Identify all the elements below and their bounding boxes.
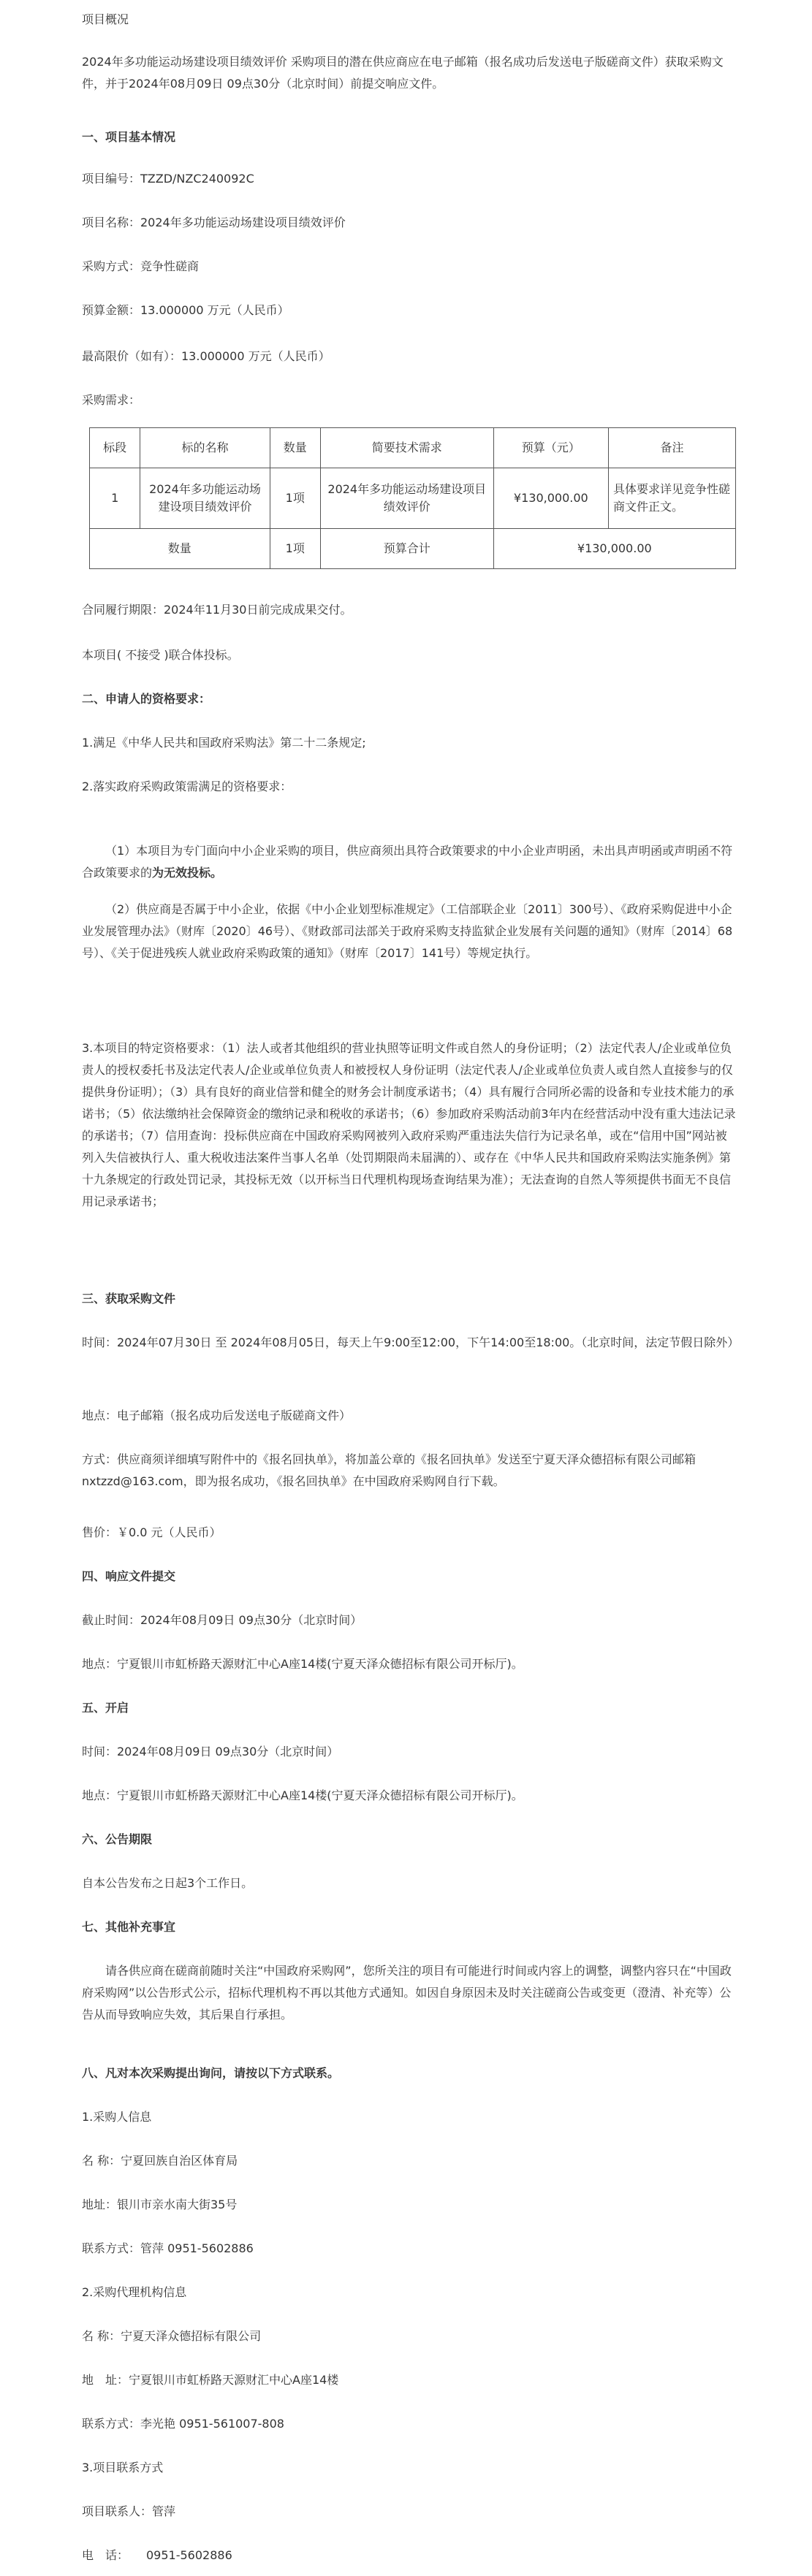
section-heading-notice-period: 六、公告期限	[82, 1832, 153, 1846]
summary-quantity-label: 数量	[90, 529, 270, 569]
table-summary-row	[90, 529, 736, 569]
table-cell-quantity: 1项	[270, 468, 320, 529]
obtain-method: 方式：供应商须详细填写附件中的《报名回执单》，将加盖公章的《报名回执单》发送至宁夏天泽众德招标有限公司邮箱nxtzzd@163.com，即为报名成功，《报名回执单》在中国政府采购网自行下载。	[82, 1452, 697, 1488]
agency-contact: 联系方式：李光艳 0951-561007-808	[82, 2417, 284, 2431]
qualification-item-2: 2.落实政府采购政策需满足的资格要求：	[82, 780, 292, 793]
notice-period-text: 自本公告发布之日起3个工作日。	[82, 1876, 254, 1890]
table-cell-remark: 具体要求详见竞争性磋商文件正文。	[609, 468, 736, 529]
requirement-table	[89, 427, 736, 569]
table-header-cell: 简要技术需求	[320, 428, 493, 468]
summary-quantity: 1项	[270, 529, 320, 569]
qualification-item-1: 1.满足《中华人民共和国政府采购法》第二十二条规定;	[82, 736, 366, 750]
table-header-cell: 标的名称	[140, 428, 270, 468]
table-header-row	[90, 428, 736, 468]
agency-info-title: 2.采购代理机构信息	[82, 2285, 187, 2299]
max-price: 最高限价（如有）：13.000000 万元（人民币）	[82, 349, 330, 363]
section-heading-contact: 八、凡对本次采购提出询问，请按以下方式联系。	[82, 2066, 340, 2080]
qualification-item-2-2: （2）供应商是否属于中小企业，依据《中小企业划型标准规定》（工信部联企业〔2011〕300号）、《政府采购促进中小企业发展管理办法》（财库〔2020〕46号）、《财政部司法部关于政府采购支持监狱企业发展有关问题的通知》（财库〔2014〕68号）、《关于促进残疾人就业政府采购政策的通知》（财库〔2017〕141号）等规定执行。	[82, 902, 733, 960]
submission-deadline: 截止时间：2024年08月09日 09点30分（北京时间）	[82, 1613, 363, 1627]
qualification-item-2-1-text: （1）本项目为专门面向中小企业采购的项目，供应商须出具符合政策要求的中小企业声明函，未出具声明函或声明函不符合政策要求的	[82, 844, 733, 880]
buyer-name: 名 称：宁夏回族自治区体育局	[82, 2154, 238, 2168]
section-heading-qualifications: 二、申请人的资格要求：	[82, 692, 211, 706]
project-name: 项目名称：2024年多功能运动场建设项目绩效评价	[82, 216, 346, 229]
invalid-bid-emphasis: 为无效投标。	[152, 866, 223, 880]
table-header-cell: 备注	[609, 428, 736, 468]
agency-address: 地 址：宁夏银川市虹桥路天源财汇中心A座14楼	[82, 2373, 339, 2387]
contract-period: 合同履行期限：2024年11月30日前完成成果交付。	[82, 603, 352, 617]
buyer-info-title: 1.采购人信息	[82, 2110, 152, 2124]
obtain-time: 时间：2024年07月30日 至 2024年08月05日，每天上午9:00至12:00，下午14:00至18:00。（北京时间，法定节假日除外）	[82, 1335, 740, 1349]
project-contact-title: 3.项目联系方式	[82, 2461, 164, 2474]
opening-time: 时间：2024年08月09日 09点30分（北京时间）	[82, 1745, 339, 1758]
section-heading-basic-info: 一、项目基本情况	[82, 130, 176, 144]
project-contact-person: 项目联系人：管萍	[82, 2504, 176, 2518]
agency-name: 名 称：宁夏天泽众德招标有限公司	[82, 2329, 262, 2343]
table-cell-lot: 1	[90, 468, 140, 529]
table-header-cell: 预算（元）	[493, 428, 608, 468]
table-row	[90, 468, 736, 529]
supplementary-text: 请各供应商在磋商前随时关注“中国政府采购网”，您所关注的项目有可能进行时间或内容上的调整，调整内容只在“中国政府采购网”以公告形式公示，招标代理机构不再以其他方式通知。如因自身原因未及时关注磋商公告或变更（澄清、补充等）公告从而导致响应失效，其后果自行承担。	[82, 1964, 732, 2021]
table-header-cell: 数量	[270, 428, 320, 468]
project-number: 项目编号：TZZD/NZC240092C	[82, 172, 254, 186]
requirement-table-wrapper	[82, 427, 736, 569]
submission-place: 地点：宁夏银川市虹桥路天源财汇中心A座14楼(宁夏天泽众德招标有限公司开标厅)。	[82, 1657, 523, 1671]
summary-total: ¥130,000.00	[493, 529, 735, 569]
document-price: 售价：￥0.0 元（人民币）	[82, 1525, 221, 1539]
project-phone: 电 话： 0951-5602886	[82, 2548, 232, 2562]
buyer-address: 地址：银川市亲水南大街35号	[82, 2198, 238, 2211]
budget-amount: 预算金额：13.000000 万元（人民币）	[82, 303, 289, 317]
procurement-method: 采购方式：竞争性磋商	[82, 259, 200, 273]
table-cell-budget: ¥130,000.00	[493, 468, 608, 529]
table-cell-item-name: 2024年多功能运动场建设项目绩效评价	[140, 468, 270, 529]
section-heading-submission: 四、响应文件提交	[82, 1569, 176, 1583]
requirement-label: 采购需求：	[82, 393, 141, 407]
opening-place: 地点：宁夏银川市虹桥路天源财汇中心A座14楼(宁夏天泽众德招标有限公司开标厅)。	[82, 1788, 523, 1802]
table-header-cell: 标段	[90, 428, 140, 468]
section-heading-supplementary: 七、其他补充事宜	[82, 1920, 176, 1934]
overview-title: 项目概况	[82, 12, 129, 26]
table-cell-tech-requirement: 2024年多功能运动场建设项目绩效评价	[320, 468, 493, 529]
qualification-item-2-1	[82, 840, 736, 884]
obtain-place: 地点：电子邮箱（报名成功后发送电子版磋商文件）	[82, 1409, 352, 1422]
summary-total-label: 预算合计	[320, 529, 493, 569]
section-heading-obtain-documents: 三、获取采购文件	[82, 1292, 176, 1306]
overview-text: 2024年多功能运动场建设项目绩效评价 采购项目的潜在供应商应在电子邮箱（报名成功后发送电子版磋商文件）获取采购文件，并于2024年08月09日 09点30分（北京时间）前提交响应文件。	[82, 55, 724, 91]
qualification-item-3: 3.本项目的特定资格要求：（1）法人或者其他组织的营业执照等证明文件或自然人的身份证明；（2）法定代表人/企业或单位负责人的授权委托书及法定代表人/企业或单位负责人和被授权人身份证明（法定代表人/企业或单位负责人或自然人直接参与的仅提供身份证明）；（3）具有良好的商业信誉和健全的财务会计制度承诺书；（4）具有履行合同所必需的设备和专业技术能力的承诺书；（5）依法缴纳社会保障资金的缴纳记录和税收的承诺书；（6）参加政府采购活动前3年内在经营活动中没有重大违法记录的承诺书；（7）信用查询：投标供应商在中国政府采购网被列入政府采购严重违法失信行为记录名单，或在“信用中国”网站被列入失信被执行人、重大税收违法案件当事人名单（处罚期限尚未届满的）、或存在《中华人民共和国政府采购法实施条例》第十九条规定的行政处罚记录，其投标无效（以开标当日代理机构现场查询结果为准）；无法查询的自然人等须提供书面无不良信用记录承诺书；	[82, 1041, 736, 1208]
section-heading-opening: 五、开启	[82, 1701, 129, 1715]
consortium-note: 本项目( 不接受 )联合体投标。	[82, 648, 239, 662]
buyer-contact: 联系方式：管萍 0951-5602886	[82, 2241, 254, 2255]
